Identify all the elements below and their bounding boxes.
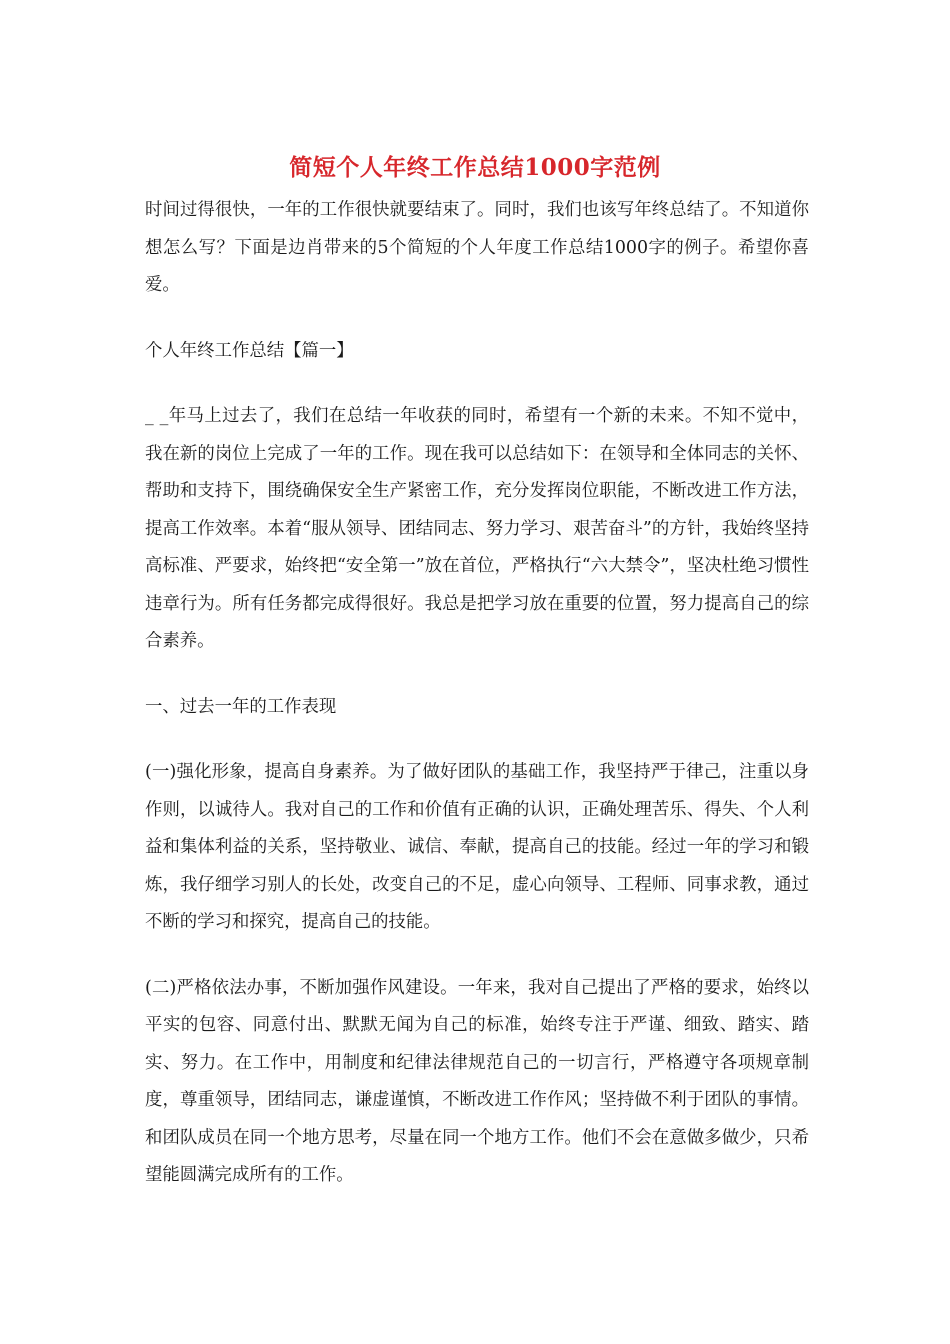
intro-paragraph: 时间过得很快，一年的工作很快就要结束了。同时，我们也该写年终总结了。不知道你想怎么写？下面是边肖带来的5个简短的个人年度工作总结1000字的例子。希望你喜爱。 (145, 200, 809, 295)
paragraph-2: (一)强化形象，提高自身素养。为了做好团队的基础工作，我坚持严于律己，注重以身作则，以诚待人。我对自己的工作和价值有正确的认识，正确处理苦乐、得失、个人利益和集体利益的关系，坚持敬业、诚信、奉献，提高自己的技能。经过一年的学习和锻炼，我仔细学习别人的长处，改变自己的不足，虚心向领导、工程师、同事求教，通过不断的学习和探究，提高自己的技能。 (145, 762, 809, 932)
document-body (145, 192, 809, 1223)
paragraph-3: (二)严格依法办事，不断加强作风建设。一年来，我对自己提出了严格的要求，始终以平实的包容、同意付出、默默无闻为自己的标准，始终专注于严谨、细致、踏实、踏实、努力。在工作中，用制度和纪律法律规范自己的一切言行，严格遵守各项规章制度，尊重领导，团结同志，谦虚谨慎，不断改进工作作风；坚持做不利于团队的事情。和团队成员在同一个地方思考，尽量在同一个地方工作。他们不会在意做多做少，只希望能圆满完成所有的工作。 (145, 977, 809, 1185)
paragraph-1: _ _年马上过去了，我们在总结一年收获的同时，希望有一个新的未来。不知不觉中，我在新的岗位上完成了一年的工作。现在我可以总结如下：在领导和全体同志的关怀、帮助和支持下，围绕确保安全生产紧密工作，充分发挥岗位职能，不断改进工作方法，提高工作效率。本着“服从领导、团结同志、努力学习、艰苦奋斗”的方针，我始终坚持高标准、严要求，始终把“安全第一”放在首位，严格执行“六大禁令”，坚决杜绝习惯性违章行为。所有任务都完成得很好。我总是把学习放在重要的位置，努力提高自己的综合素养。 (145, 406, 809, 651)
subheading-work-performance: 一、过去一年的工作表现 (145, 696, 337, 717)
document-title: 简短个人年终工作总结1000字范例 (289, 154, 661, 181)
section-title: 个人年终工作总结【篇一】 (145, 340, 354, 361)
